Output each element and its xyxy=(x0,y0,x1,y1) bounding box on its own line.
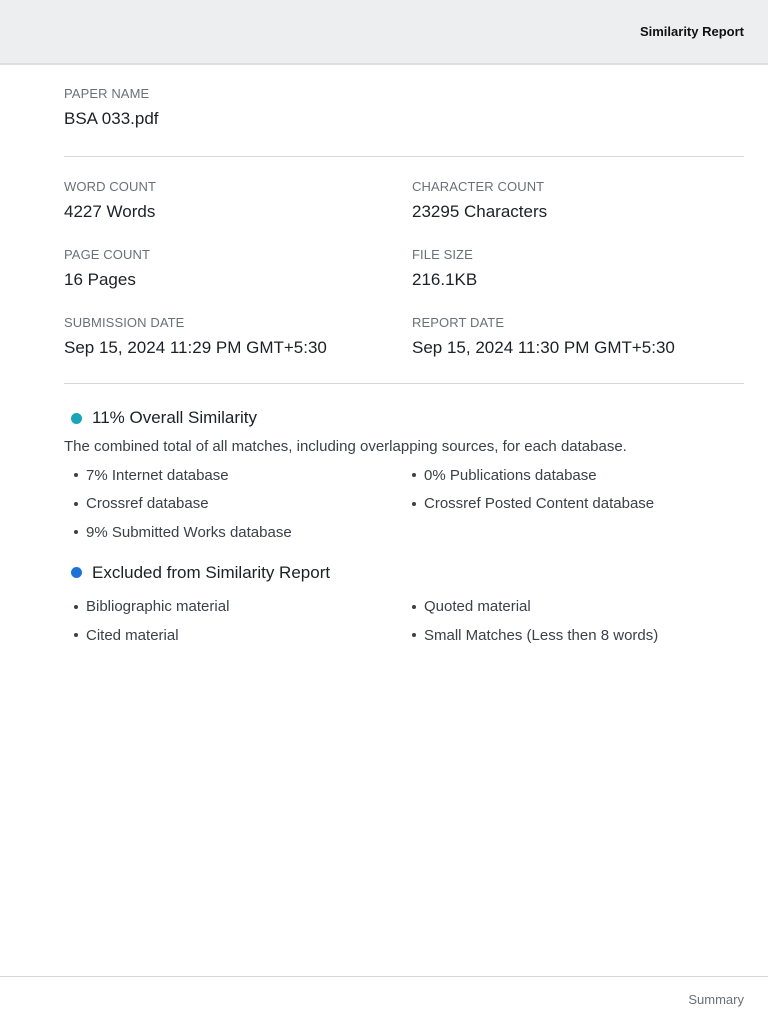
bullet-icon xyxy=(74,502,78,506)
excluded-dot-icon xyxy=(71,567,82,578)
bullet-icon xyxy=(74,473,78,477)
stat-label: PAGE COUNT xyxy=(64,247,150,262)
list-item-label: Crossref Posted Content database xyxy=(424,495,655,513)
list-item-label: Quoted material xyxy=(424,598,531,616)
stat-value: 216.1KB xyxy=(412,270,478,289)
submission-date-stat xyxy=(64,315,412,383)
stat-value: 16 Pages xyxy=(64,270,136,289)
stat-value: Sep 15, 2024 11:29 PM GMT+5:30 xyxy=(64,338,327,357)
similarity-list xyxy=(64,461,744,547)
list-item-label: Cited material xyxy=(86,626,179,644)
stat-label: REPORT DATE xyxy=(412,315,505,330)
similarity-dot-icon xyxy=(71,413,82,424)
report-title: Similarity Report xyxy=(639,24,744,39)
list-item-label: Crossref database xyxy=(86,495,209,513)
report-content xyxy=(64,86,744,650)
stat-label: CHARACTER COUNT xyxy=(412,179,545,194)
list-item xyxy=(402,461,744,490)
word-count-stat xyxy=(64,179,412,247)
footer-divider xyxy=(0,976,768,977)
paper-name-block xyxy=(64,86,744,156)
stat-label: SUBMISSION DATE xyxy=(64,315,185,330)
list-item xyxy=(402,621,744,650)
character-count-stat xyxy=(412,179,744,247)
list-item-label: 9% Submitted Works database xyxy=(86,523,292,541)
similarity-description: The combined total of all matches, including overlapping sources, for each database. xyxy=(64,438,627,455)
list-item xyxy=(402,593,744,622)
stat-value: 4227 Words xyxy=(64,202,156,221)
list-item xyxy=(64,461,402,490)
similarity-title: 11% Overall Similarity xyxy=(92,408,258,427)
stat-label: FILE SIZE xyxy=(412,247,473,262)
list-item xyxy=(402,490,744,519)
bullet-icon xyxy=(412,502,416,506)
excluded-title: Excluded from Similarity Report xyxy=(92,562,331,582)
stat-value: Sep 15, 2024 11:30 PM GMT+5:30 xyxy=(412,338,675,357)
bullet-icon xyxy=(412,605,416,609)
stat-label: WORD COUNT xyxy=(64,179,156,194)
file-size-stat xyxy=(412,247,744,315)
excluded-list xyxy=(64,593,744,650)
paper-name-value: BSA 033.pdf xyxy=(64,109,159,128)
list-item xyxy=(64,621,402,650)
report-header xyxy=(0,0,768,65)
paper-name-label: PAPER NAME xyxy=(64,86,150,101)
excluded-heading xyxy=(64,563,744,583)
footer-summary-label: Summary xyxy=(688,992,744,1007)
list-item-label: Bibliographic material xyxy=(86,598,230,616)
page-count-stat xyxy=(64,247,412,315)
list-item-label: 7% Internet database xyxy=(86,466,229,484)
stats-grid xyxy=(64,157,744,383)
divider xyxy=(64,383,744,384)
report-date-stat xyxy=(412,315,744,383)
bullet-icon xyxy=(412,473,416,477)
list-item xyxy=(64,490,402,519)
bullet-icon xyxy=(412,633,416,637)
bullet-icon xyxy=(74,633,78,637)
list-item-label: 0% Publications database xyxy=(424,466,597,484)
bullet-icon xyxy=(74,605,78,609)
stat-value: 23295 Characters xyxy=(412,202,548,221)
bullet-icon xyxy=(74,530,78,534)
list-item xyxy=(64,593,402,622)
list-item-label: Small Matches (Less then 8 words) xyxy=(424,626,659,644)
similarity-heading xyxy=(64,408,744,428)
list-item xyxy=(64,518,402,547)
